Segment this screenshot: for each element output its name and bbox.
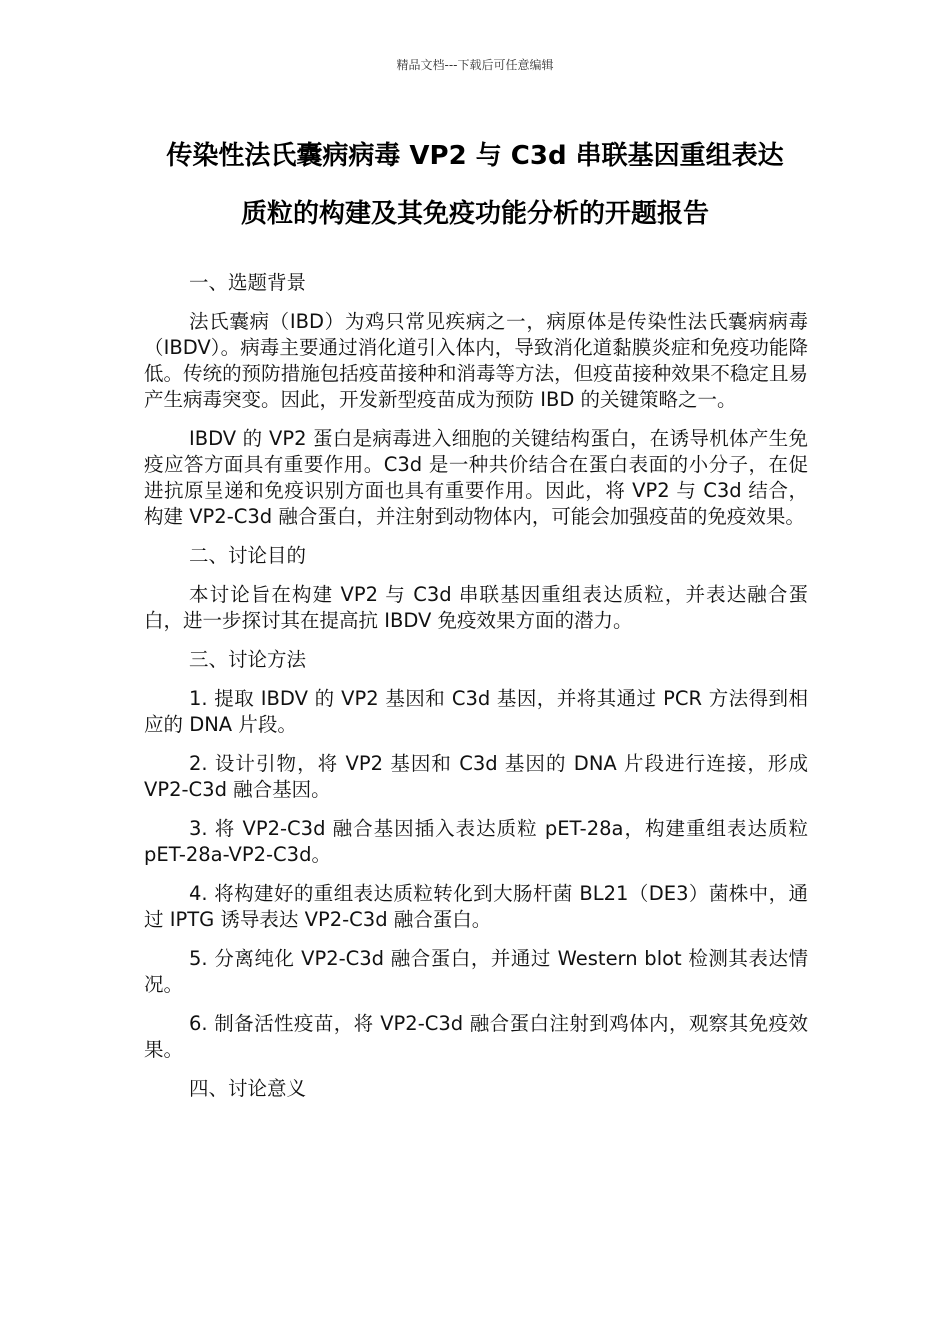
section-heading-methods: 三、讨论方法: [189, 648, 307, 671]
paragraph-purpose: 本讨论旨在构建 VP2 与 C3d 串联基因重组表达质粒，并表达融合蛋白，进一步探讨其在提高抗 IBDV 免疫效果方面的潜力。: [144, 583, 808, 632]
header-note: 精品文档---下载后可任意编辑: [396, 58, 554, 72]
method-step-6: 6. 制备活性疫苗，将 VP2-C3d 融合蛋白注射到鸡体内，观察其免疫效果。: [144, 1012, 808, 1061]
page-title-line-1: 传染性法氏囊病病毒 VP2 与 C3d 串联基因重组表达: [166, 141, 784, 171]
section-heading-background: 一、选题背景: [189, 271, 307, 294]
paragraph-background-2: IBDV 的 VP2 蛋白是病毒进入细胞的关键结构蛋白，在诱导机体产生免疫应答方面具有重要作用。C3d 是一种共价结合在蛋白表面的小分子，在促进抗原呈递和免疫识别方面也具有重要作用。因此，将 VP2 与 C3d 结合，构建 VP2-C3d 融合蛋白，并注射到动物体内，可能会加强疫苗的免疫效果。: [144, 427, 808, 528]
method-step-4: 4. 将构建好的重组表达质粒转化到大肠杆菌 BL21（DE3）菌株中，通过 IPTG 诱导表达 VP2-C3d 融合蛋白。: [144, 882, 808, 931]
method-step-2: 2. 设计引物，将 VP2 基因和 C3d 基因的 DNA 片段进行连接，形成 VP2-C3d 融合基因。: [144, 752, 808, 801]
method-step-3: 3. 将 VP2-C3d 融合基因插入表达质粒 pET-28a，构建重组表达质粒 pET-28a-VP2-C3d。: [144, 817, 808, 866]
page-title-line-2: 质粒的构建及其免疫功能分析的开题报告: [240, 199, 709, 229]
method-step-5: 5. 分离纯化 VP2-C3d 融合蛋白，并通过 Western blot 检测其表达情况。: [144, 947, 808, 996]
method-step-1: 1. 提取 IBDV 的 VP2 基因和 C3d 基因，并将其通过 PCR 方法得到相应的 DNA 片段。: [144, 687, 808, 736]
document-body: [144, 270, 808, 1115]
paragraph-background-1: 法氏囊病（IBD）为鸡只常见疾病之一，病原体是传染性法氏囊病病毒（IBDV）。病毒主要通过消化道引入体内，导致消化道黏膜炎症和免疫功能降低。传统的预防措施包括疫苗接种和消毒等方法，但疫苗接种效果不稳定且易产生病毒突变。因此，开发新型疫苗成为预防 IBD 的关键策略之一。: [144, 310, 808, 411]
section-heading-purpose: 二、讨论目的: [189, 544, 307, 567]
section-heading-significance: 四、讨论意义: [189, 1077, 307, 1100]
